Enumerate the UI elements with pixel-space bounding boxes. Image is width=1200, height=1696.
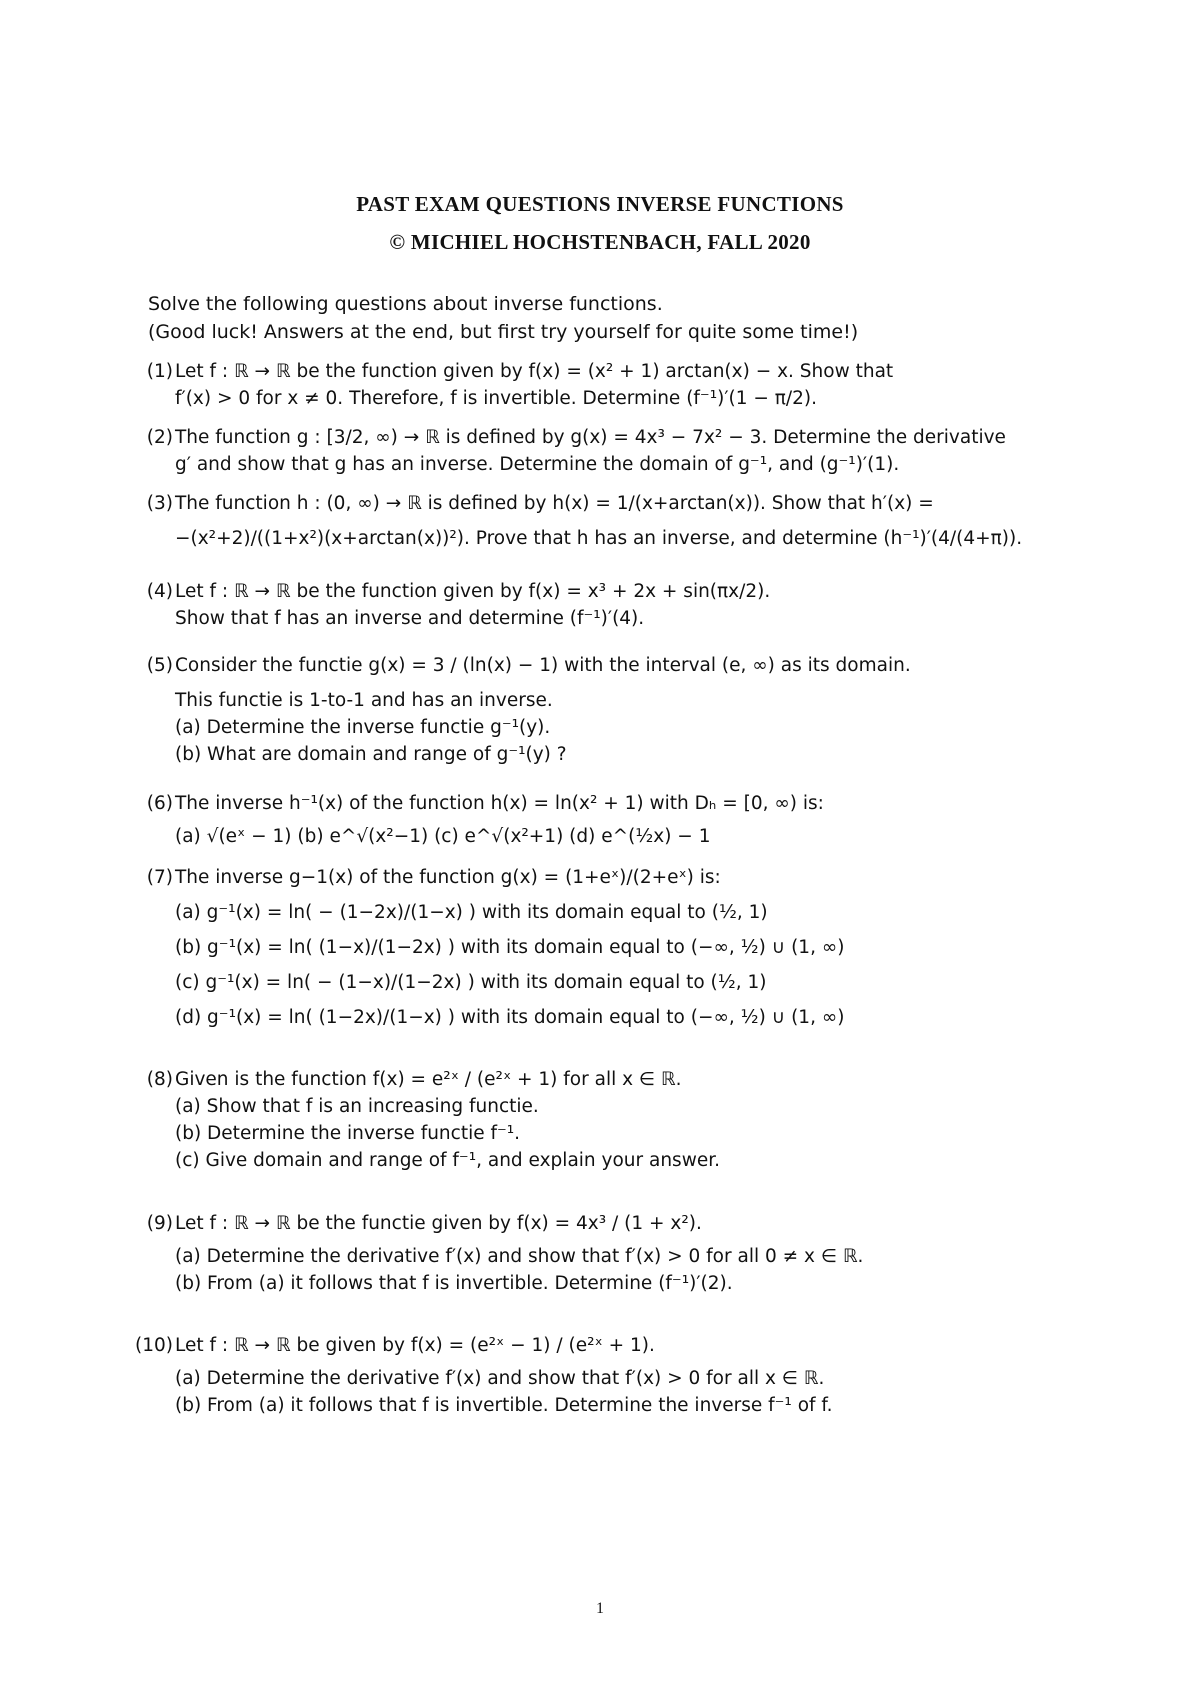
question-text: The inverse h⁻¹(x) of the function h(x) = ln(x² + 1) with Dₕ = [0, ∞) is: xyxy=(175,793,824,814)
intro-line-1: Solve the following questions about inverse functions. xyxy=(148,293,663,315)
answer-option-c: (c) g⁻¹(x) = ln( − (1−x)/(1−2x) ) with its domain equal to (½, 1) xyxy=(175,972,767,993)
question-text: f′(x) > 0 for x ≠ 0. Therefore, f is invertible. Determine (f⁻¹)′(1 − π/2). xyxy=(175,388,818,409)
page-title: PAST EXAM QUESTIONS INVERSE FUNCTIONS xyxy=(356,192,844,216)
question-text: −(x²+2)/((1+x²)(x+arctan(x))²). Prove that h has an inverse, and determine (h⁻¹)′(4/(4+π)). xyxy=(175,528,1023,549)
page-number: 1 xyxy=(596,1600,604,1617)
question-2 xyxy=(146,424,1075,478)
question-number: (7) xyxy=(146,867,173,888)
answer-option-a: (a) g⁻¹(x) = ln( − (1−2x)/(1−x) ) with its domain equal to (½, 1) xyxy=(175,902,768,923)
question-part-a: (a) Determine the inverse functie g⁻¹(y). xyxy=(175,717,551,738)
question-number: (5) xyxy=(146,655,173,676)
question-5 xyxy=(146,652,1075,768)
question-text: The function h : (0, ∞) → ℝ is defined by h(x) = 1/(x+arctan(x)). Show that h′(x) = xyxy=(175,493,934,514)
question-number: (3) xyxy=(146,493,173,514)
question-part-a: (a) Show that f is an increasing functie. xyxy=(175,1096,539,1117)
intro-line-2: (Good luck! Answers at the end, but first try yourself for quite some time!) xyxy=(148,321,859,343)
question-part-b: (b) From (a) it follows that f is invertible. Determine (f⁻¹)′(2). xyxy=(175,1273,733,1294)
question-text: Let f : ℝ → ℝ be the function given by f(x) = x³ + 2x + sin(πx/2). xyxy=(175,581,771,602)
question-9 xyxy=(146,1210,1075,1297)
question-text: g′ and show that g has an inverse. Determine the domain of g⁻¹, and (g⁻¹)′(1). xyxy=(175,454,900,475)
question-text: Given is the function f(x) = e²ˣ / (e²ˣ + 1) for all x ∈ ℝ. xyxy=(175,1069,682,1090)
question-7 xyxy=(146,864,1075,1031)
question-number: (9) xyxy=(146,1213,173,1234)
question-part-b: (b) What are domain and range of g⁻¹(y) ? xyxy=(175,744,567,765)
question-part-a: (a) Determine the derivative f′(x) and show that f′(x) > 0 for all x ∈ ℝ. xyxy=(175,1368,825,1389)
question-3 xyxy=(146,490,1075,552)
question-number: (4) xyxy=(146,581,173,602)
question-number: (2) xyxy=(146,427,173,448)
question-text: This functie is 1-to-1 and has an inverse. xyxy=(175,690,553,711)
question-6 xyxy=(146,790,1075,850)
question-1 xyxy=(146,358,1075,412)
question-8 xyxy=(146,1066,1075,1174)
question-part-a: (a) Determine the derivative f′(x) and show that f′(x) > 0 for all 0 ≠ x ∈ ℝ. xyxy=(175,1246,864,1267)
question-10 xyxy=(135,1332,1075,1419)
question-number: (1) xyxy=(146,361,173,382)
question-part-c: (c) Give domain and range of f⁻¹, and explain your answer. xyxy=(175,1150,721,1171)
question-text: The function g : [3/2, ∞) → ℝ is defined by g(x) = 4x³ − 7x² − 3. Determine the derivative xyxy=(175,427,1006,448)
question-part-b: (b) From (a) it follows that f is invertible. Determine the inverse f⁻¹ of f. xyxy=(175,1395,833,1416)
question-text: Let f : ℝ → ℝ be the function given by f(x) = (x² + 1) arctan(x) − x. Show that xyxy=(175,361,894,382)
question-text: Show that f has an inverse and determine (f⁻¹)′(4). xyxy=(175,608,645,629)
question-number: (8) xyxy=(146,1069,173,1090)
question-text: Let f : ℝ → ℝ be given by f(x) = (e²ˣ − 1) / (e²ˣ + 1). xyxy=(175,1335,655,1356)
question-text: Consider the functie g(x) = 3 / (ln(x) − 1) with the interval (e, ∞) as its domain. xyxy=(175,655,911,676)
question-4 xyxy=(146,578,1075,632)
question-text: Let f : ℝ → ℝ be the functie given by f(x) = 4x³ / (1 + x²). xyxy=(175,1213,702,1234)
answer-option-b: (b) g⁻¹(x) = ln( (1−x)/(1−2x) ) with its domain equal to (−∞, ½) ∪ (1, ∞) xyxy=(175,937,845,958)
answer-option-d: (d) g⁻¹(x) = ln( (1−2x)/(1−x) ) with its domain equal to (−∞, ½) ∪ (1, ∞) xyxy=(175,1007,845,1028)
question-number: (10) xyxy=(135,1335,173,1356)
question-number: (6) xyxy=(146,793,173,814)
question-part-b: (b) Determine the inverse functie f⁻¹. xyxy=(175,1123,521,1144)
author-line: © MICHIEL HOCHSTENBACH, FALL 2020 xyxy=(389,230,811,254)
answer-options: (a) √(eˣ − 1) (b) e^√(x²−1) (c) e^√(x²+1) (d) e^(½x) − 1 xyxy=(175,826,711,847)
question-text: The inverse g−1(x) of the function g(x) = (1+eˣ)/(2+eˣ) is: xyxy=(175,867,721,888)
